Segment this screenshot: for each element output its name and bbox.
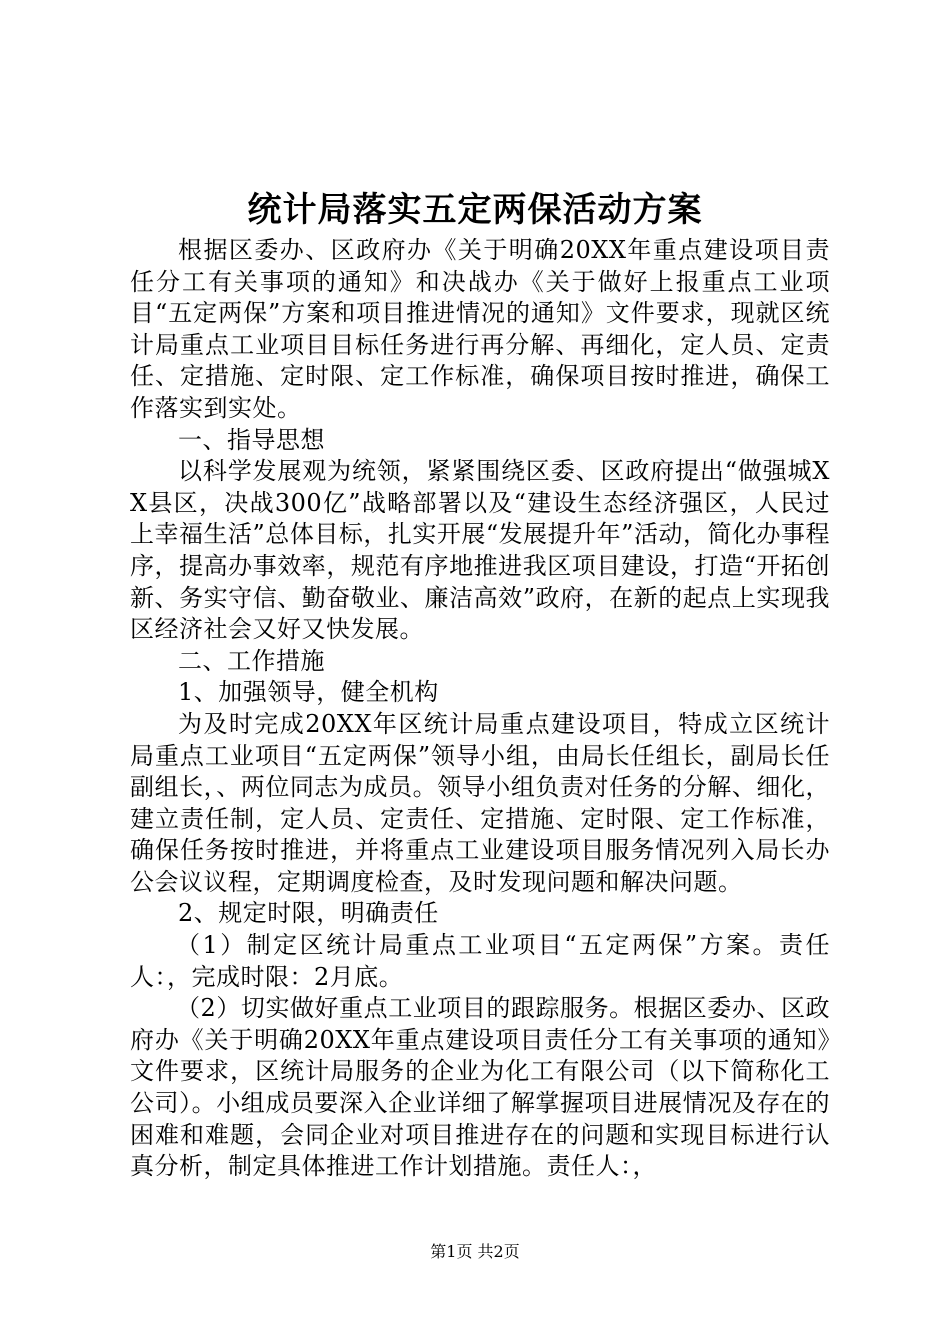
document-body [130, 235, 830, 1183]
guiding-ideology-paragraph: 以科学发展观为统领，紧紧围绕区委、区政府提出“做强城XX县区，决战300亿”战略部署以及“建设生态经济强区，人民过上幸福生活”总体目标，扎实开展“发展提升年”活动，简化办事程序，提高办事效率，规范有序地推进我区项目建设，打造“开拓创新、务实守信、勤奋敬业、廉洁高效”政府，在新的起点上实现我区经济社会又好又快发展。 [130, 457, 830, 644]
intro-paragraph: 根据区委办、区政府办《关于明确20XX年重点建设项目责任分工有关事项的通知》和决战办《关于做好上报重点工业项目“五定两保”方案和项目推进情况的通知》文件要求，现就区统计局重点工业项目目标任务进行再分解、再细化，定人员、定责任、定措施、定时限、定工作标准，确保项目按时推进，确保工作落实到实处。 [130, 236, 830, 422]
subheading-time-limits: 2、规定时限，明确责任 [178, 899, 439, 928]
section-heading-work-measures: 二、工作措施 [178, 646, 325, 675]
document-title: 统计局落实五定两保活动方案 [247, 190, 703, 230]
page-number-footer: 第1页 共2页 [430, 1242, 520, 1261]
measure-item-1: （1）制定区统计局重点工业项目“五定两保”方案。责任人：，完成时限：2月底。 [130, 931, 830, 991]
subheading-strengthen-leadership: 1、加强领导，健全机构 [178, 678, 439, 707]
measure-item-2: （2）切实做好重点工业项目的跟踪服务。根据区委办、区政府办《关于明确20XX年重点建设项目责任分工有关事项的通知》文件要求，区统计局服务的企业为化工有限公司（以下简称化工公司）。小组成员要深入企业详细了解掌握项目进展情况及存在的困难和难题，会同企业对项目推进存在的问题和实现目标进行认真分析，制定具体推进工作计划措施。责任人：， [130, 994, 830, 1181]
leadership-paragraph: 为及时完成20XX年区统计局重点建设项目，特成立区统计局重点工业项目“五定两保”领导小组，由局长任组长，副局长任副组长，、两位同志为成员。领导小组负责对任务的分解、细化，建立责任制，定人员、定责任、定措施、定时限、定工作标准，确保任务按时推进，并将重点工业建设项目服务情况列入局长办公会议议程，定期调度检查，及时发现问题和解决问题。 [130, 709, 830, 896]
section-heading-guiding-ideology: 一、指导思想 [178, 425, 325, 454]
